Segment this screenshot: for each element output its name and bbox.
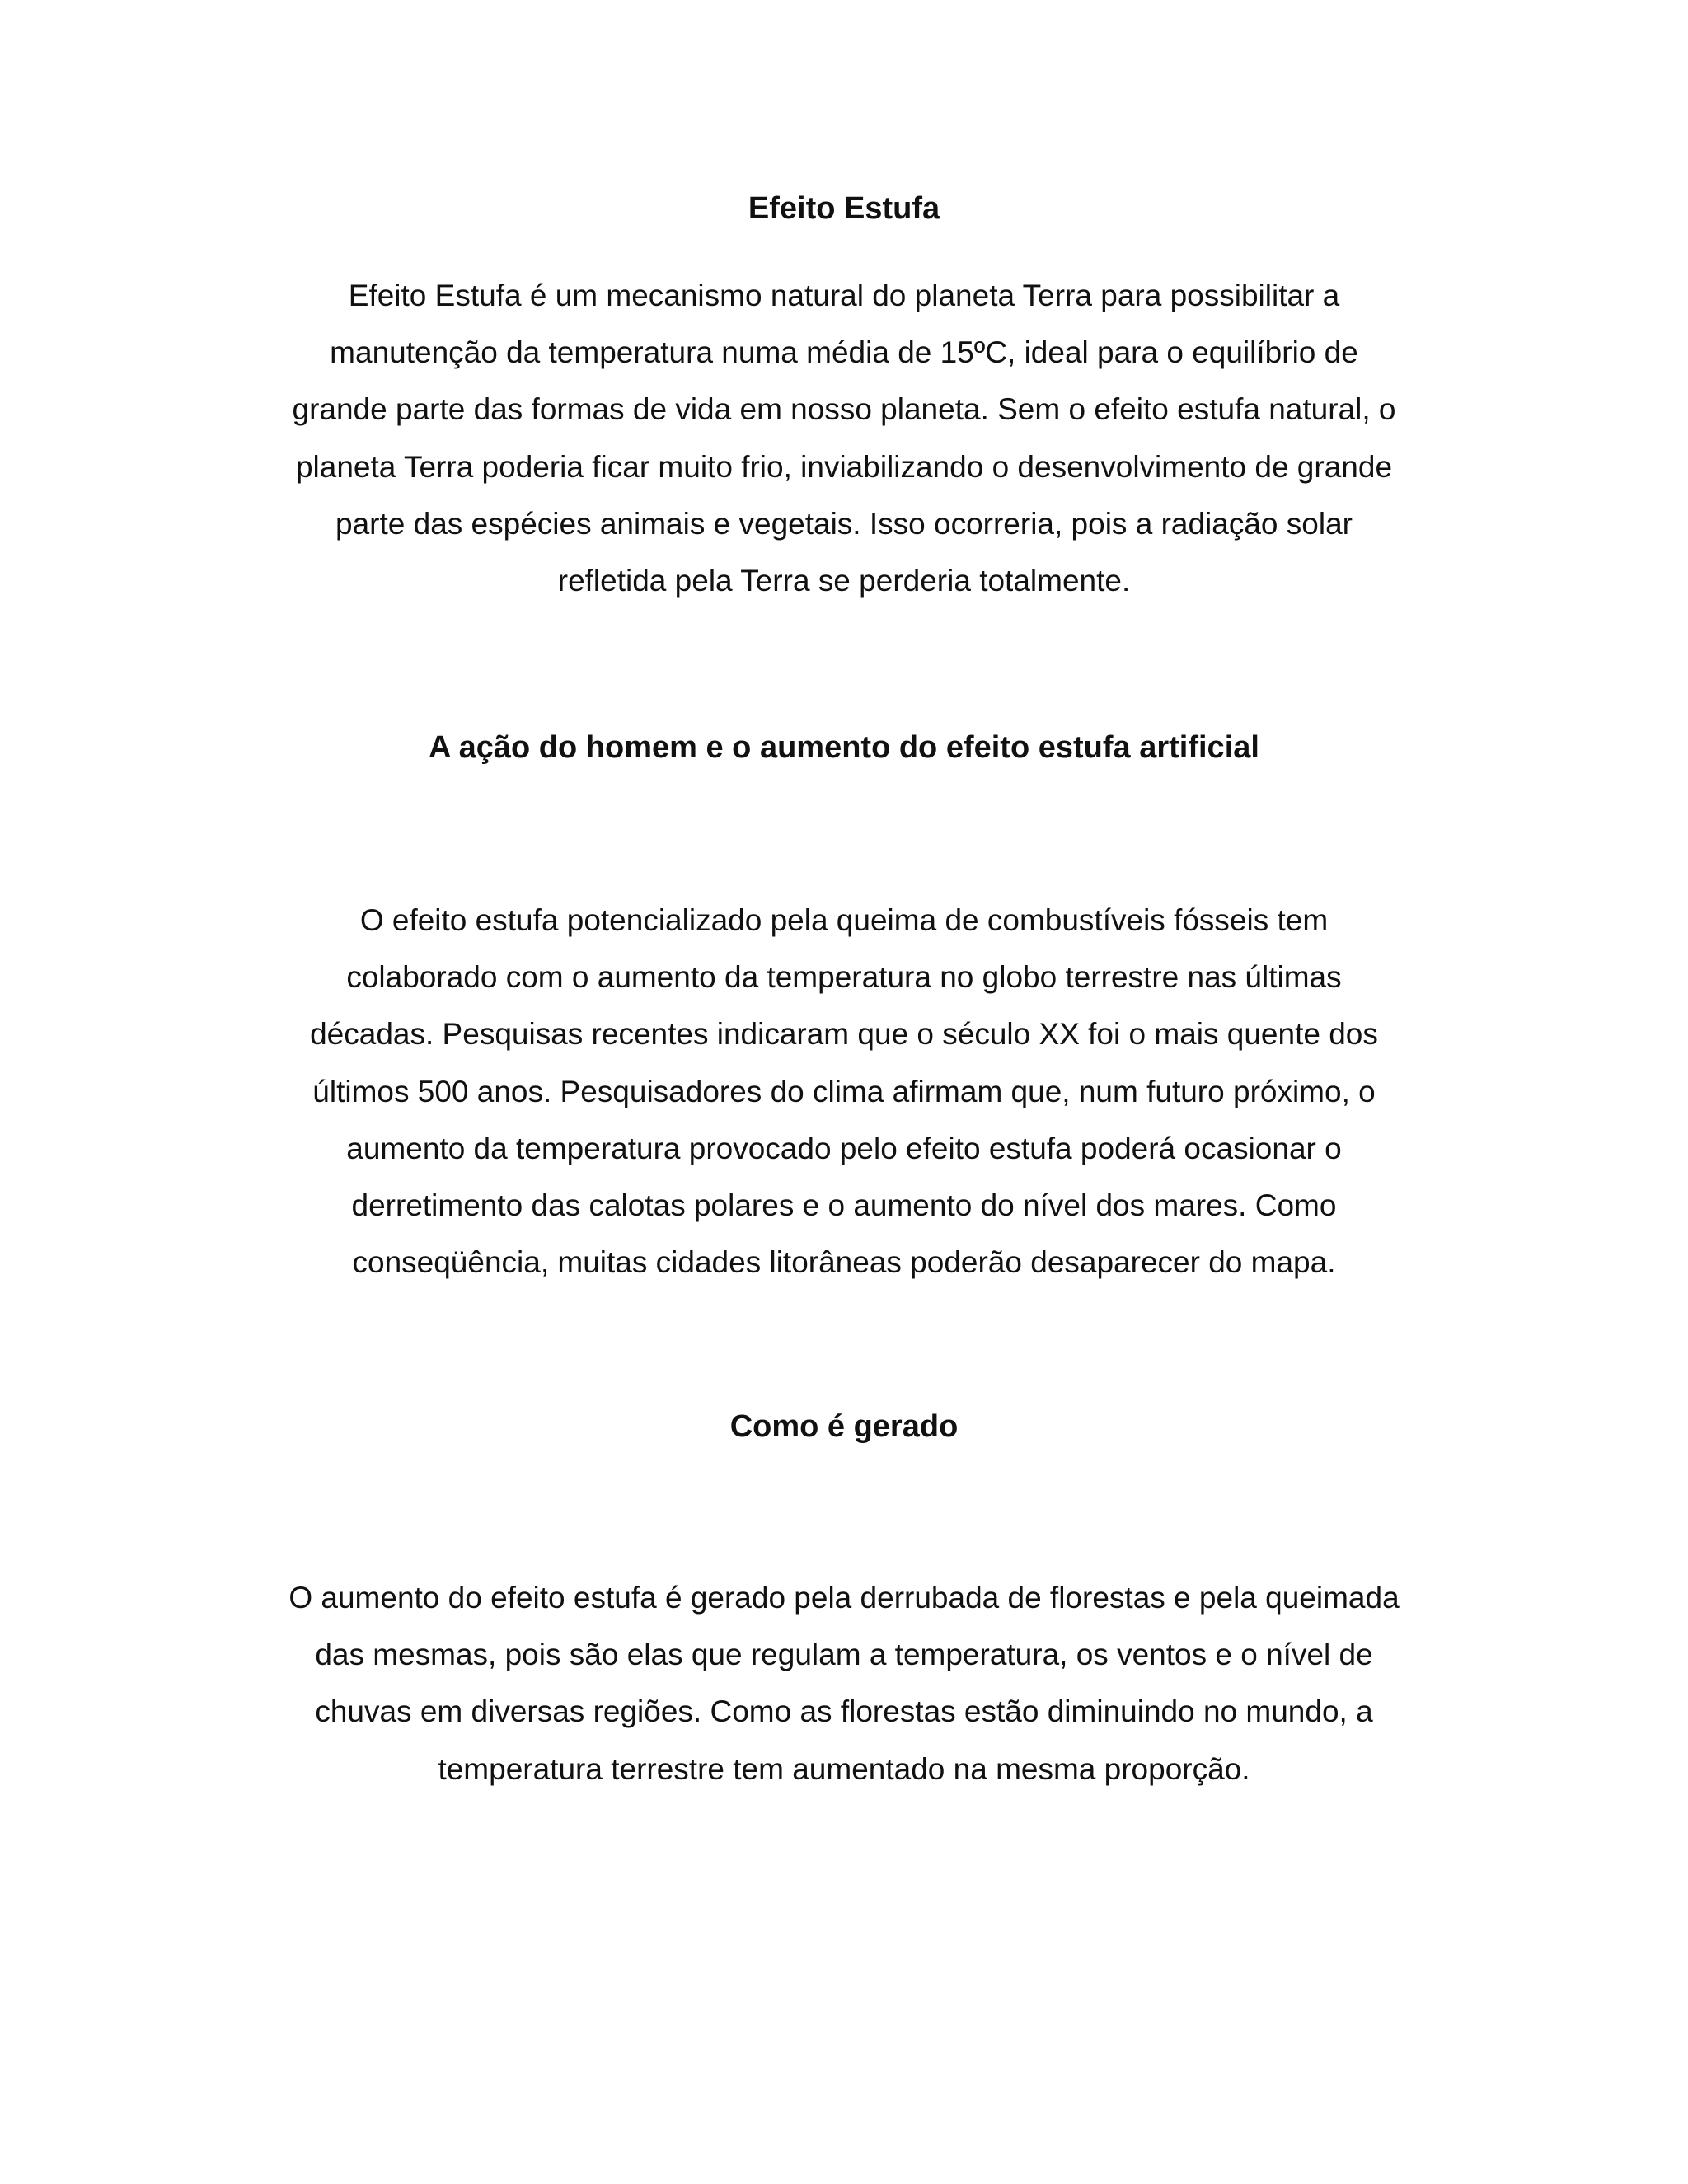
paragraph-line: derretimento das calotas polares e o aumento do nível dos mares. Como	[351, 1188, 1337, 1223]
paragraph-line: das mesmas, pois são elas que regulam a temperatura, os ventos e o nível de	[315, 1638, 1373, 1672]
paragraph-line: manutenção da temperatura numa média de 15ºC, ideal para o equilíbrio de	[330, 335, 1358, 370]
paragraph-line: décadas. Pesquisas recentes indicaram que o século XX foi o mais quente dos	[310, 1017, 1378, 1052]
intro-paragraph	[231, 267, 1457, 609]
paragraph-line: parte das espécies animais e vegetais. Isso ocorreria, pois a radiação solar	[335, 506, 1353, 541]
paragraph-line: Efeito Estufa é um mecanismo natural do planeta Terra para possibilitar a	[348, 279, 1340, 312]
paragraph-line: O aumento do efeito estufa é gerado pela derrubada de florestas e pela queimada	[288, 1581, 1400, 1615]
paragraph-line: conseqüência, muitas cidades litorâneas poderão desaparecer do mapa.	[352, 1245, 1336, 1280]
document-title: Efeito Estufa	[748, 191, 940, 226]
section-heading-how-generated: Como é gerado	[729, 1409, 959, 1444]
how-generated-paragraph	[231, 1569, 1457, 1797]
paragraph-line: temperatura terrestre tem aumentado na mesma proporção.	[438, 1751, 1250, 1786]
paragraph-line: grande parte das formas de vida em nosso planeta. Sem o efeito estufa natural, o	[292, 392, 1396, 427]
paragraph-line: colaborado com o aumento da temperatura no globo terrestre nas últimas	[346, 960, 1342, 995]
paragraph-line: O efeito estufa potencializado pela queima de combustíveis fósseis tem	[359, 903, 1329, 937]
paragraph-line: refletida pela Terra se perderia totalmente.	[557, 564, 1131, 598]
human-action-paragraph	[231, 892, 1457, 1291]
paragraph-line: chuvas em diversas regiões. Como as florestas estão diminuindo no mundo, a	[315, 1694, 1373, 1729]
paragraph-line: planeta Terra poderia ficar muito frio, inviabilizando o desenvolvimento de grande	[295, 449, 1393, 484]
paragraph-line: últimos 500 anos. Pesquisadores do clima afirmam que, num futuro próximo, o	[312, 1074, 1376, 1108]
paragraph-line: aumento da temperatura provocado pelo efeito estufa poderá ocasionar o	[346, 1131, 1342, 1165]
section-heading-human-action: A ação do homem e o aumento do efeito estufa artificial	[429, 730, 1259, 765]
